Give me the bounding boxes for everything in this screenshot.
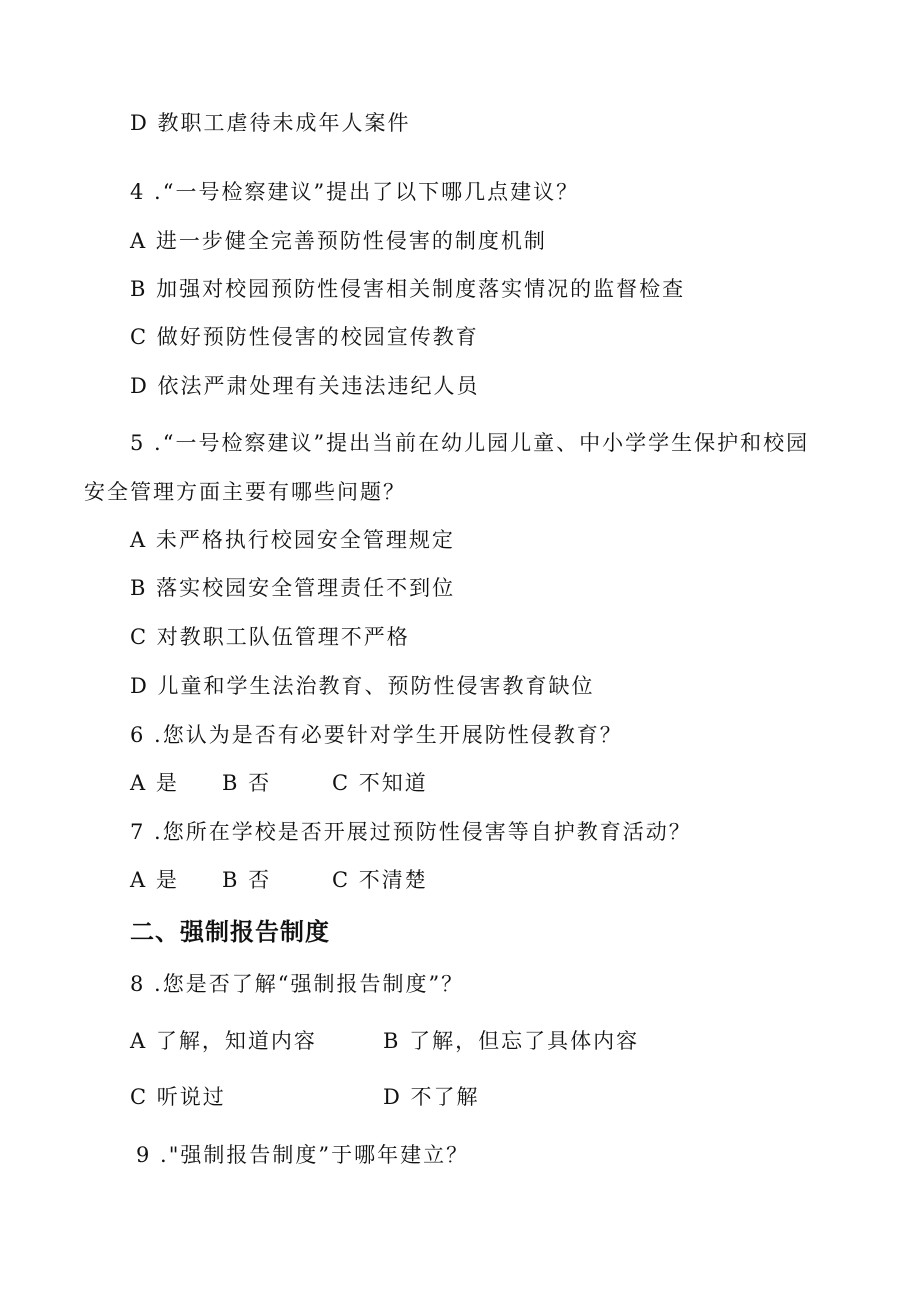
q5-option-d: D 儿童和学生法治教育、预防性侵害教育缺位 — [130, 674, 595, 698]
q3-option-d: D 教职工虐待未成年人案件 — [130, 111, 411, 135]
q5-question-line2: 安全管理方面主要有哪些问题？ — [84, 480, 406, 504]
q4-option-d: D 依法严肃处理有关违法违纪人员 — [130, 374, 480, 398]
q8-question: 8 .您是否了解“强制报告制度”？ — [130, 972, 465, 996]
q4-option-a: A 进一步健全完善预防性侵害的制度机制 — [130, 229, 547, 253]
q8-option-c: C 听说过 — [130, 1085, 226, 1109]
section-heading-mandatory-reporting: 二、强制报告制度 — [130, 918, 330, 946]
q6-option-a: A 是 — [130, 771, 179, 795]
q6-option-b: B 否 — [222, 771, 272, 795]
q7-question: 7 .您所在学校是否开展过预防性侵害等自护教育活动？ — [130, 820, 692, 844]
q6-question: 6 .您认为是否有必要针对学生开展防性侵教育？ — [130, 723, 623, 747]
q7-option-a: A 是 — [130, 868, 179, 892]
q8-option-b: B 了解，但忘了具体内容 — [383, 1029, 640, 1053]
q9-question: 9 ."强制报告制度”于哪年建立？ — [136, 1143, 470, 1167]
q5-question-line1: 5 .“一号检察建议”提出当前在幼儿园儿童、中小学学生保护和校园 — [130, 431, 810, 455]
q8-option-a: A 了解，知道内容 — [130, 1029, 317, 1053]
q5-option-a: A 未严格执行校园安全管理规定 — [130, 528, 455, 552]
q7-option-b: B 否 — [222, 868, 272, 892]
q5-option-c: C 对教职工队伍管理不严格 — [130, 625, 410, 649]
q6-option-c: C 不知道 — [332, 771, 428, 795]
q8-option-d: D 不了解 — [383, 1085, 480, 1109]
q4-option-c: C 做好预防性侵害的校园宣传教育 — [130, 325, 479, 349]
q7-option-c: C 不清楚 — [332, 868, 428, 892]
q4-option-b: B 加强对校园预防性侵害相关制度落实情况的监督检查 — [130, 277, 686, 301]
q5-option-b: B 落实校园安全管理责任不到位 — [130, 576, 456, 600]
q4-question: 4 .“一号检察建议”提出了以下哪几点建议？ — [130, 180, 580, 204]
